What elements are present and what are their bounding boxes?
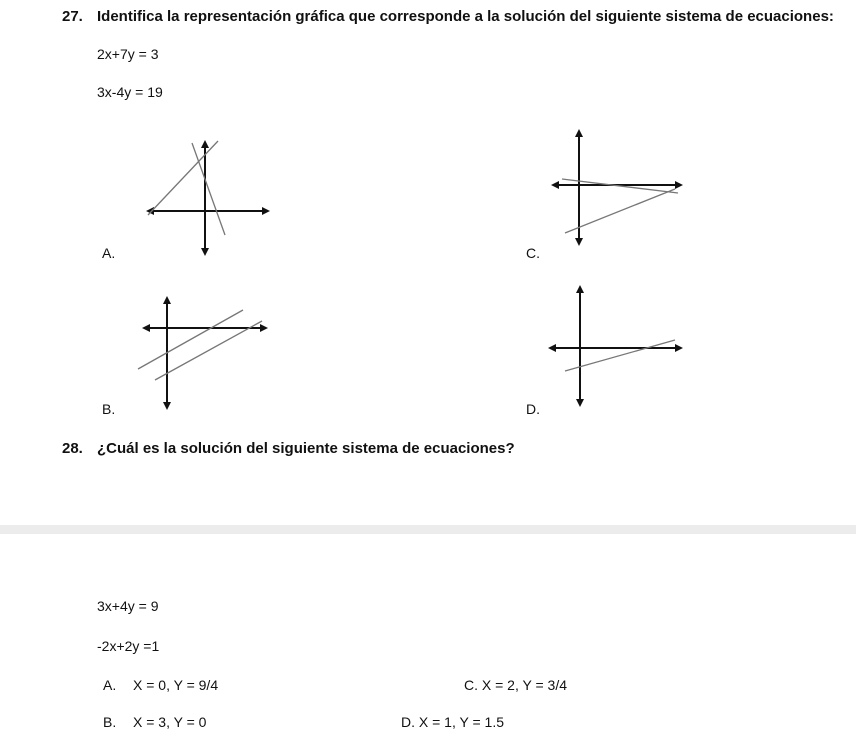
q28-option-c-text: X = 2, Y = 3/4 — [481, 677, 567, 693]
q28-option-a-text: X = 0, Y = 9/4 — [133, 677, 219, 693]
q27-option-a-label[interactable]: A. — [102, 245, 116, 261]
q27-option-d-label[interactable]: D. — [526, 401, 540, 417]
page-divider — [0, 525, 856, 534]
graph-option-a — [140, 135, 275, 260]
graph-option-c — [550, 125, 690, 250]
q28-equation-2: -2x+2y =1 — [97, 638, 160, 654]
q28-option-a[interactable] — [103, 677, 219, 693]
q28-option-d[interactable] — [401, 714, 504, 730]
q27-title: Identifica la representación gráfica que corresponde a la solución del siguiente sistema de ecuaciones: — [97, 8, 834, 25]
q27-number: 27. — [62, 8, 83, 25]
q27-option-c-label[interactable]: C. — [526, 245, 540, 261]
q28-option-a-letter: A. — [103, 677, 117, 693]
q28-option-d-text: X = 1, Y = 1.5 — [418, 714, 504, 730]
q28-option-b[interactable] — [103, 714, 207, 730]
graph-option-b — [135, 292, 275, 414]
graph-option-d — [545, 280, 690, 412]
q27-equation-1: 2x+7y = 3 — [97, 46, 159, 62]
q28-equation-1: 3x+4y = 9 — [97, 598, 159, 614]
q28-option-b-letter: B. — [103, 714, 117, 730]
q28-title: ¿Cuál es la solución del siguiente sistema de ecuaciones? — [97, 440, 515, 457]
q28-option-d-letter: D. — [401, 714, 415, 730]
q28-option-c-letter: C. — [464, 677, 478, 693]
q27-option-b-label[interactable]: B. — [102, 401, 116, 417]
q28-option-c[interactable] — [464, 677, 567, 693]
q28-number: 28. — [62, 440, 83, 457]
q28-option-b-text: X = 3, Y = 0 — [133, 714, 207, 730]
q27-equation-2: 3x-4y = 19 — [97, 84, 163, 100]
